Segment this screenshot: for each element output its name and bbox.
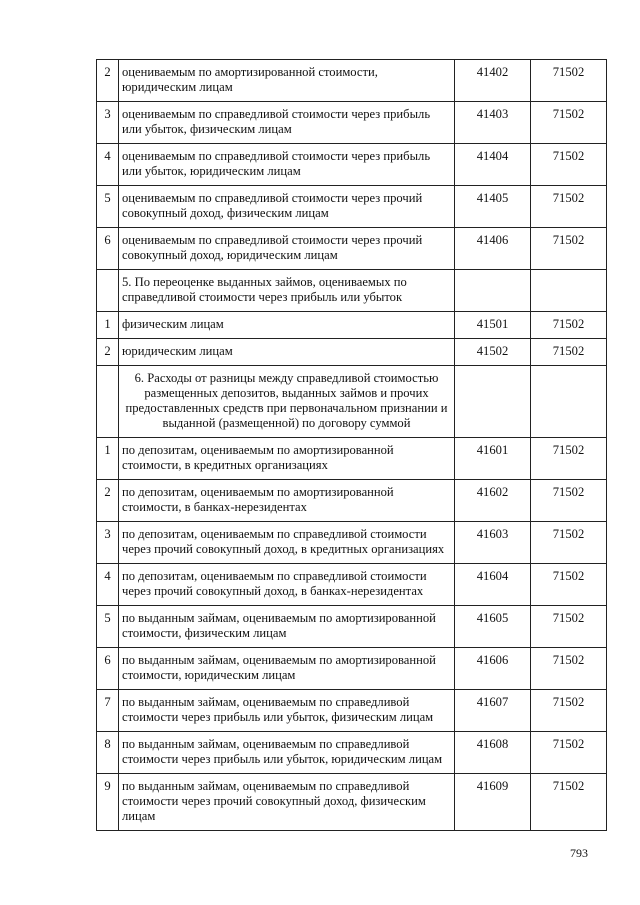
row-number: 7 (97, 690, 119, 732)
table-row (97, 228, 607, 270)
section-row (97, 366, 607, 438)
row-number: 9 (97, 774, 119, 831)
row-symbol: 71502 (531, 774, 607, 831)
row-symbol-empty (531, 270, 607, 312)
row-symbol: 71502 (531, 228, 607, 270)
row-description: оцениваемым по справедливой стоимости через прочий совокупный доход, юридическим лицам (119, 228, 455, 270)
row-symbol: 71502 (531, 144, 607, 186)
row-code: 41402 (455, 60, 531, 102)
table-row (97, 690, 607, 732)
row-description: юридическим лицам (119, 339, 455, 366)
row-number: 5 (97, 186, 119, 228)
row-number-empty (97, 366, 119, 438)
row-number-empty (97, 270, 119, 312)
row-symbol: 71502 (531, 606, 607, 648)
row-description: по депозитам, оцениваемым по амортизированной стоимости, в банках-нерезидентах (119, 480, 455, 522)
table-row (97, 186, 607, 228)
row-code: 41604 (455, 564, 531, 606)
row-description: по депозитам, оцениваемым по амортизированной стоимости, в кредитных организациях (119, 438, 455, 480)
table-row (97, 339, 607, 366)
table-row (97, 774, 607, 831)
section-row (97, 270, 607, 312)
table-row (97, 564, 607, 606)
row-code: 41501 (455, 312, 531, 339)
table-row (97, 480, 607, 522)
row-code-empty (455, 366, 531, 438)
row-description: по выданным займам, оцениваемым по справедливой стоимости через прибыль или убыток, юридическим лицам (119, 732, 455, 774)
row-number: 5 (97, 606, 119, 648)
table-row (97, 606, 607, 648)
row-symbol: 71502 (531, 648, 607, 690)
table-row (97, 60, 607, 102)
row-symbol: 71502 (531, 312, 607, 339)
row-number: 1 (97, 312, 119, 339)
row-symbol: 71502 (531, 102, 607, 144)
row-description: оцениваемым по справедливой стоимости через прочий совокупный доход, физическим лицам (119, 186, 455, 228)
row-description: физическим лицам (119, 312, 455, 339)
table-row (97, 438, 607, 480)
row-symbol: 71502 (531, 438, 607, 480)
row-code: 41607 (455, 690, 531, 732)
row-description: оцениваемым по справедливой стоимости через прибыль или убыток, физическим лицам (119, 102, 455, 144)
row-code: 41404 (455, 144, 531, 186)
row-code: 41605 (455, 606, 531, 648)
row-symbol-empty (531, 366, 607, 438)
row-description: по депозитам, оцениваемым по справедливой стоимости через прочий совокупный доход, в банках-нерезидентах (119, 564, 455, 606)
row-description: по выданным займам, оцениваемым по амортизированной стоимости, физическим лицам (119, 606, 455, 648)
row-symbol: 71502 (531, 60, 607, 102)
row-code: 41405 (455, 186, 531, 228)
row-number: 8 (97, 732, 119, 774)
row-number: 2 (97, 480, 119, 522)
row-symbol: 71502 (531, 564, 607, 606)
table-row (97, 732, 607, 774)
row-code: 41406 (455, 228, 531, 270)
section-heading: 5. По переоценке выданных займов, оцениваемых по справедливой стоимости через прибыль или убыток (119, 270, 455, 312)
row-number: 2 (97, 339, 119, 366)
row-description: оцениваемым по амортизированной стоимости, юридическим лицам (119, 60, 455, 102)
row-description: оцениваемым по справедливой стоимости через прибыль или убыток, юридическим лицам (119, 144, 455, 186)
row-description: по выданным займам, оцениваемым по справедливой стоимости через прочий совокупный доход, физическим лицам (119, 774, 455, 831)
table-row (97, 648, 607, 690)
row-code: 41606 (455, 648, 531, 690)
table-row (97, 312, 607, 339)
row-code: 41608 (455, 732, 531, 774)
row-code-empty (455, 270, 531, 312)
table-row (97, 102, 607, 144)
row-symbol: 71502 (531, 690, 607, 732)
table-row (97, 144, 607, 186)
row-number: 6 (97, 648, 119, 690)
row-symbol: 71502 (531, 732, 607, 774)
page-number: 793 (570, 846, 588, 860)
row-symbol: 71502 (531, 480, 607, 522)
row-description: по выданным займам, оцениваемым по справедливой стоимости через прибыль или убыток, физическим лицам (119, 690, 455, 732)
row-symbol: 71502 (531, 339, 607, 366)
row-code: 41603 (455, 522, 531, 564)
table-row (97, 522, 607, 564)
row-symbol: 71502 (531, 186, 607, 228)
row-number: 4 (97, 564, 119, 606)
row-description: по выданным займам, оцениваемым по амортизированной стоимости, юридическим лицам (119, 648, 455, 690)
row-number: 2 (97, 60, 119, 102)
row-code: 41602 (455, 480, 531, 522)
accounts-table-body (97, 60, 607, 831)
row-number: 3 (97, 102, 119, 144)
row-description: по депозитам, оцениваемым по справедливой стоимости через прочий совокупный доход, в кредитных организациях (119, 522, 455, 564)
row-code: 41403 (455, 102, 531, 144)
row-code: 41502 (455, 339, 531, 366)
row-number: 3 (97, 522, 119, 564)
section-heading: 6. Расходы от разницы между справедливой стоимостью размещенных депозитов, выданных займов и прочих предоставленных средств при первоначальном признании и выданной (размещенной) по договору суммой (119, 366, 455, 438)
row-number: 6 (97, 228, 119, 270)
row-number: 4 (97, 144, 119, 186)
row-code: 41609 (455, 774, 531, 831)
accounts-table (96, 59, 607, 831)
row-number: 1 (97, 438, 119, 480)
row-code: 41601 (455, 438, 531, 480)
row-symbol: 71502 (531, 522, 607, 564)
